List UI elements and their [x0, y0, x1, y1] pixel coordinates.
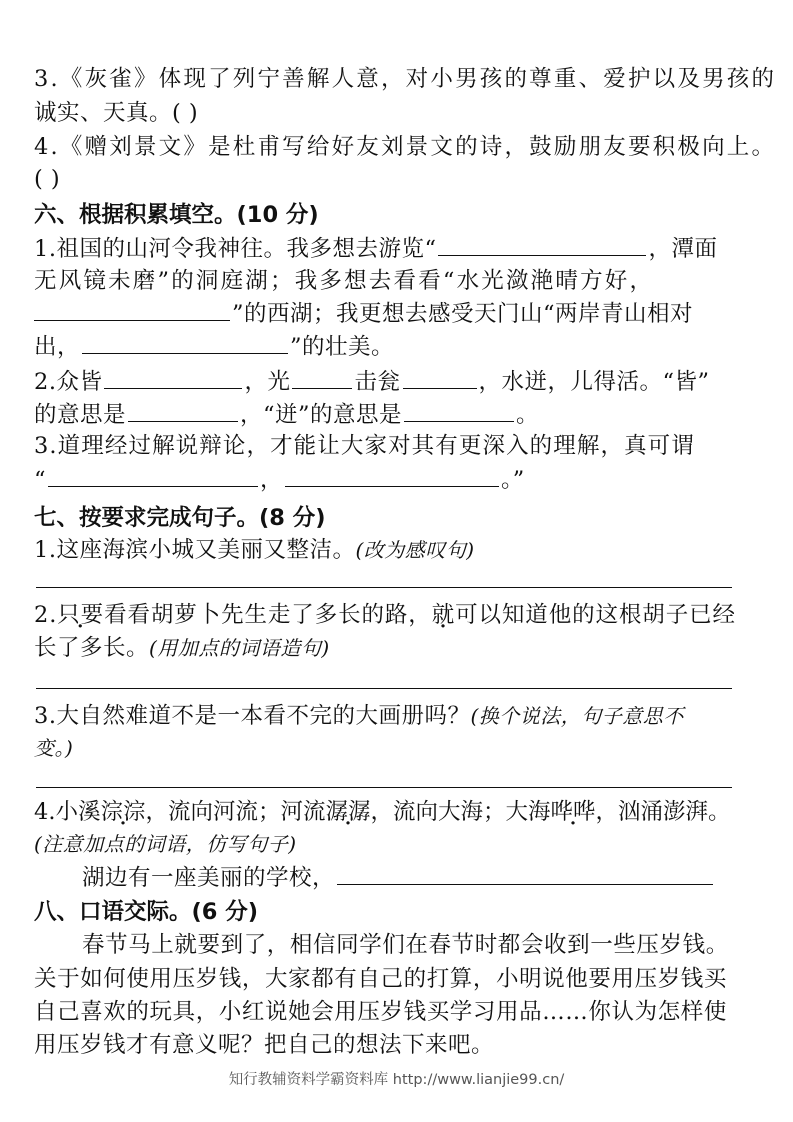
s8-para-line1: 春节马上就要到了，相信同学们在春节时都会收到一些压岁钱。 — [82, 932, 729, 958]
s7-q4-text-b: ，流向河流；河流 — [145, 799, 326, 825]
s6-q1-line3 — [34, 298, 693, 329]
fill-blank[interactable] — [34, 298, 230, 321]
section8-heading: 八、口语交际。(6 分) — [34, 899, 259, 925]
s7-q1-line — [34, 535, 475, 565]
section7-heading: 七、按要求完成句子。(8 分) — [34, 505, 326, 531]
s7-q4-text-a: 4.小溪 — [34, 799, 101, 825]
s7-q3-text: 3.大自然难道不是一本看不完的大画册吗？ — [34, 703, 471, 729]
s7-q2-dotted-word-2: 就 — [431, 602, 456, 628]
s7-q2-note: (用加点的词语造句) — [149, 636, 330, 660]
s6-q3-line2 — [34, 464, 525, 495]
s8-para-line4: 用压岁钱才有意义呢？把自己的想法下来吧。 — [34, 1032, 495, 1058]
s7-q2-text-d: 长了多长。 — [34, 635, 150, 661]
s6-q1-text-d: 出， — [34, 334, 81, 360]
s6-q2-text-e: 的意思是 — [34, 402, 127, 428]
fill-blank[interactable] — [128, 399, 238, 422]
s7-q4-line1 — [34, 797, 731, 827]
q5-item4-line1: 4.《赠刘景文》是杜甫写给好友刘景文的诗，鼓励朋友要积极向上。 — [34, 134, 777, 160]
section6-heading: 六、根据积累填空。(10 分) — [34, 202, 319, 228]
fill-blank[interactable] — [48, 464, 258, 487]
fill-blank[interactable] — [404, 399, 514, 422]
answer-line[interactable] — [36, 787, 732, 788]
answer-line[interactable] — [36, 587, 732, 588]
fill-blank[interactable] — [438, 233, 646, 256]
s6-q3-text-c: 。” — [501, 467, 525, 493]
s6-q1-text-b: ，潭面 — [648, 236, 718, 262]
s7-q2-text-c: 可以知道他的这根胡子已经 — [455, 602, 736, 628]
s6-q2-text-a: 2.众皆 — [34, 369, 103, 395]
fill-blank[interactable] — [337, 862, 713, 885]
s6-q1-text-c: ”的西湖；我更想去感受天门山“两岸青山相对 — [232, 301, 694, 327]
s6-q1-line2: 无风镜未磨”的洞庭湖；我多想去看看“水光潋滟晴方好， — [34, 268, 655, 294]
s7-q4-text-c: ，流向大海；大海 — [370, 799, 551, 825]
s7-q4-text-d: ，汹涌澎湃。 — [595, 799, 731, 825]
s6-q2-line2 — [34, 399, 539, 430]
s7-q4-note: (注意加点的词语，仿写句子) — [34, 832, 297, 856]
s6-q1-line4 — [34, 331, 394, 362]
s6-q1-line1 — [34, 233, 718, 264]
footer-watermark: 知行教辅资料学霸资料库 http://www.lianjie99.cn/ — [228, 1072, 565, 1088]
s7-q4-prompt: 湖边有一座美丽的学校， — [82, 865, 336, 891]
s6-q1-text-a: 1.祖国的山河令我神往。我多想去游览“ — [34, 236, 437, 262]
s7-q2-text-b: 看看胡萝卜先生走了多长的路， — [104, 602, 432, 628]
s8-para-line3: 自己喜欢的玩具，小红说她会用压岁钱买学习用品……你认为怎样使 — [34, 999, 728, 1025]
s7-q2-line1 — [34, 600, 736, 630]
s7-q2-text-a: 2. — [34, 602, 58, 628]
q5-item3-line2: 诚实、天真。( ) — [34, 100, 199, 126]
fill-blank[interactable] — [82, 331, 288, 354]
fill-blank[interactable] — [285, 464, 499, 487]
s6-q2-text-f: ，“迸”的意思是 — [240, 402, 403, 428]
s7-q1-note: (改为感叹句) — [355, 538, 475, 562]
s6-q2-text-d: ，水迸，儿得活。“皆” — [478, 369, 710, 395]
q5-item4-line2: ( ) — [34, 166, 61, 192]
s7-q3-note-b: 变。) — [34, 736, 74, 760]
s7-q1-text: 1.这座海滨小城又美丽又整洁。 — [34, 537, 356, 563]
fill-blank[interactable] — [403, 366, 477, 389]
s6-q3-text-a: “ — [34, 467, 47, 493]
s6-q2-text-c: 击瓮 — [354, 369, 401, 395]
s6-q3-text-b: ， — [260, 467, 284, 493]
s7-q3-line1 — [34, 701, 684, 731]
fill-blank[interactable] — [104, 366, 242, 389]
s7-q4-dotted-word-2: 潺潺 — [325, 799, 371, 825]
fill-blank[interactable] — [292, 366, 352, 389]
s7-q3-note-a: (换个说法，句子意思不 — [470, 704, 684, 728]
s7-q2-line2 — [34, 633, 330, 663]
s6-q2-line1 — [34, 366, 710, 397]
s7-q4-line2 — [34, 829, 297, 859]
s7-q4-dotted-word-3: 哗哗 — [550, 799, 596, 825]
s6-q2-text-b: ，光 — [244, 369, 291, 395]
s7-q4-line3 — [82, 862, 715, 893]
answer-line[interactable] — [36, 688, 732, 689]
s6-q3-line1: 3.道理经过解说辩论，才能让大家对其有更深入的理解，真可谓 — [34, 433, 695, 459]
s7-q4-dotted-word-1: 淙淙 — [100, 799, 146, 825]
q5-item3-line1: 3.《灰雀》体现了列宁善解人意，对小男孩的尊重、爱护以及男孩的 — [34, 66, 777, 92]
s7-q3-line2 — [34, 733, 73, 763]
s8-para-line2: 关于如何使用压岁钱，大家都有自己的打算，小明说他要用压岁钱买 — [34, 966, 728, 992]
s6-q2-text-g: 。 — [516, 402, 540, 428]
s6-q1-text-e: ”的壮美。 — [290, 334, 395, 360]
s7-q2-dotted-word-1: 只要 — [57, 602, 105, 628]
